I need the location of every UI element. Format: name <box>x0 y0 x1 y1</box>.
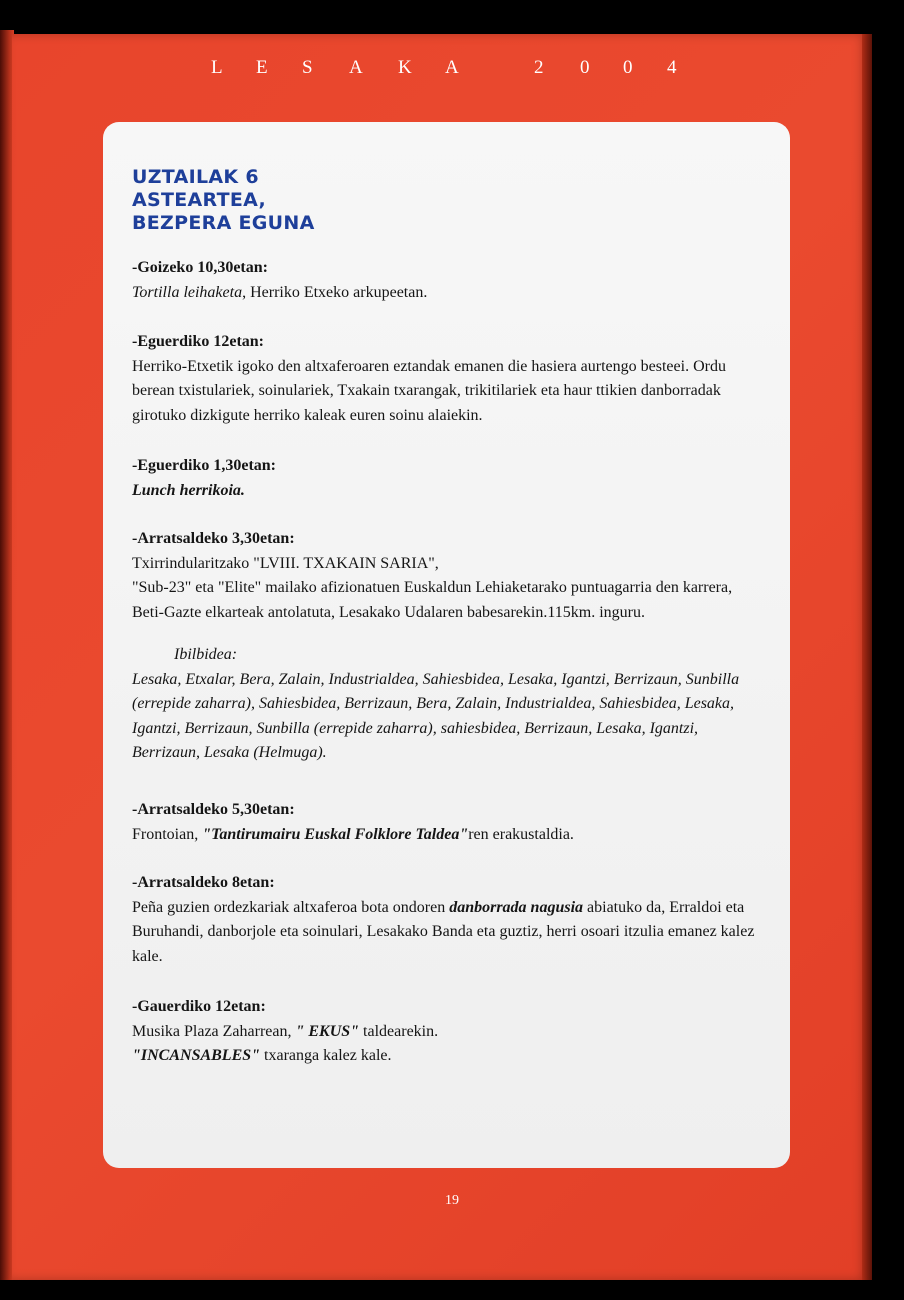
event-lunch <box>132 454 762 503</box>
header-letter: E <box>256 57 268 78</box>
page-title <box>132 166 315 235</box>
event-time: -Goizeko 10,30etan: <box>132 259 268 276</box>
header-letter: 2 <box>534 57 544 78</box>
event-morning <box>132 256 762 305</box>
event-time: -Eguerdiko 12etan: <box>132 333 264 350</box>
event-cycling <box>132 527 762 766</box>
header-letter: L <box>211 57 223 78</box>
event-description: Frontoian, "Tantirumairu Euskal Folklore Taldea"ren erakustaldia. <box>132 825 574 843</box>
header-letter: A <box>445 57 459 78</box>
header-letter: 4 <box>667 57 677 78</box>
event-noon <box>132 330 762 428</box>
route-label: Ibilbidea: <box>174 646 238 663</box>
event-time: -Arratsaldeko 3,30etan: <box>132 530 295 547</box>
event-time: -Arratsaldeko 5,30etan: <box>132 801 295 818</box>
title-line: ASTEARTEA, <box>132 189 267 211</box>
event-folklore <box>132 798 762 847</box>
event-midnight <box>132 995 762 1069</box>
header-letter: 0 <box>623 57 633 78</box>
running-header <box>0 57 904 81</box>
event-description: "INCANSABLES" txaranga kalez kale. <box>132 1047 392 1064</box>
event-time: -Gauerdiko 12etan: <box>132 998 266 1015</box>
title-line: UZTAILAK 6 <box>132 166 259 188</box>
title-line: BEZPERA EGUNA <box>132 212 315 234</box>
event-description: "Sub-23" eta "Elite" mailako afizionatuen Euskaldun Lehiaketarako puntuagarria den karrera, Beti-Gazte elkarteak antolatuta, Lesakako Udalaren babesarekin.115km. inguru. <box>132 579 733 621</box>
event-description: Peña guzien ordezkariak altxaferoa bota ondoren danborrada nagusia abiatuko da, Erraldoi eta Buruhandi, danborjole eta soinulari, Lesakako Banda eta guztiz, herri osoari itzulia emanez kalez kale. <box>132 898 755 965</box>
event-time: -Arratsaldeko 8etan: <box>132 874 275 891</box>
route-text: Lesaka, Etxalar, Bera, Zalain, Industrialdea, Sahiesbidea, Lesaka, Igantzi, Berrizaun, Sunbilla (errepide zaharra), Sahiesbidea, Berrizaun, Bera, Zalain, Industrialdea, Sahiesbidea, Lesaka, Igantzi, Berrizaun, Sunbilla (errepide zaharra), sahiesbidea, Berrizaun, Lesaka, Igantzi, Berrizaun, Lesaka (Helmuga). <box>132 670 740 761</box>
page-number: 19 <box>445 1193 459 1208</box>
header-letter: K <box>398 57 412 78</box>
header-letter: 0 <box>580 57 590 78</box>
event-description: Lunch herrikoia. <box>132 481 245 499</box>
header-letter: S <box>302 57 313 78</box>
event-description: Txirrindularitzako "LVIII. TXAKAIN SARIA", <box>132 554 439 572</box>
event-description: Herriko-Etxetik igoko den altxaferoaren eztandak emanen die hasiera aurtengo besteei. Ordu berean txistulariek, soinulariek, Txakain txarangak, trikitilariek eta haur ttikien danborradak girotuko dizkigute herriko kaleak euren soinu alaiekin. <box>132 357 726 424</box>
page-right-edge <box>862 34 872 1280</box>
event-description: Musika Plaza Zaharrean, " EKUS" taldearekin. <box>132 1022 439 1040</box>
event-description: Tortilla leihaketa, Herriko Etxeko arkupeetan. <box>132 283 428 301</box>
event-danborrada <box>132 871 762 969</box>
event-time: -Eguerdiko 1,30etan: <box>132 457 276 474</box>
spacer <box>132 625 762 643</box>
header-letter: A <box>349 57 363 78</box>
